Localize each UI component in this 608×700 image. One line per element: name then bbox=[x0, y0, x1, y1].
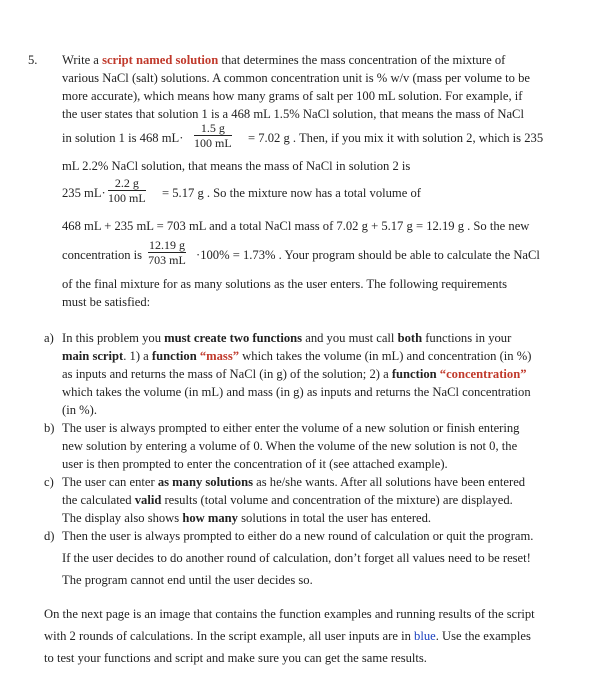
eq3-denominator: 703 mL bbox=[148, 253, 186, 267]
q-line-4: the user states that solution 1 is a 468 mL 1.5% NaCl solution, that means the mass of NaCl bbox=[62, 107, 524, 121]
footer-line-2: with 2 rounds of calculations. In the script example, all user inputs are in blue. Use the examples bbox=[44, 629, 531, 643]
q-line-8: 468 mL + 235 mL = 703 mL and a total NaCl mass of 7.02 g + 5.17 g = 12.19 g . So the new bbox=[62, 219, 530, 233]
eq3-numerator: 12.19 g bbox=[149, 238, 185, 252]
eq3-pre: concentration is bbox=[62, 248, 143, 262]
script-name-highlight: script named solution bbox=[102, 53, 219, 67]
q-line-6: mL 2.2% NaCl solution, that means the mass of NaCl in solution 2 is bbox=[62, 159, 411, 173]
eq1-fraction bbox=[194, 121, 232, 150]
q-line-11: must be satisfied: bbox=[62, 295, 151, 309]
eq2-pre: 235 mL· bbox=[62, 186, 106, 200]
eq3-post: ·100% = 1.73% . Your program should be able to calculate the NaCl bbox=[196, 248, 540, 262]
q-line-1: Write a script named solution that determines the mass concentration of the mixture of bbox=[62, 53, 506, 67]
item-c-line-1: The user can enter as many solutions as he/she wants. After all solutions have been entered bbox=[62, 475, 526, 489]
eq2-fraction bbox=[108, 176, 146, 205]
q-line-2: various NaCl (salt) solutions. A common concentration unit is % w/v (mass per volume to be bbox=[62, 71, 530, 85]
eq1-post: = 7.02 g . Then, if you mix it with solution 2, which is 235 bbox=[248, 131, 544, 145]
eq2-numerator: 2.2 g bbox=[108, 176, 146, 191]
question-number: 5. bbox=[28, 53, 38, 67]
eq2-denominator: 100 mL bbox=[108, 191, 146, 205]
item-d-line-2: If the user decides to do another round of calculation, don’t forget all values need to be reset! bbox=[62, 551, 531, 565]
item-a-line-2: main script. 1) a function “mass” which takes the volume (in mL) and concentration (in %) bbox=[62, 349, 532, 363]
eq3-fraction bbox=[148, 238, 186, 267]
blue-word: blue bbox=[414, 629, 436, 643]
mass-function-name: “mass” bbox=[199, 349, 240, 363]
item-d-line-3: The program cannot end until the user decides so. bbox=[62, 573, 313, 587]
item-a-line-4: which takes the volume (in mL) and mass (in g) as inputs and returns the NaCl concentration bbox=[62, 385, 531, 399]
item-a-line-3: as inputs and returns the mass of NaCl (in g) of the solution; 2) a function “concentration” bbox=[62, 367, 527, 381]
eq1-numerator: 1.5 g bbox=[194, 121, 232, 136]
item-a-line-1: In this problem you must create two functions and you must call both functions in your bbox=[62, 331, 512, 345]
footer-line-3: to test your functions and script and make sure you can get the same results. bbox=[44, 651, 427, 665]
item-a-line-5: (in %). bbox=[62, 403, 97, 417]
item-c-line-3: The display also shows how many solutions in total the user has entered. bbox=[62, 511, 432, 525]
eq2-post: = 5.17 g . So the mixture now has a total volume of bbox=[162, 186, 421, 200]
item-c-marker: c) bbox=[44, 475, 54, 489]
item-b-line-1: The user is always prompted to either enter the volume of a new solution or finish entering bbox=[62, 421, 520, 435]
item-b-line-3: user is then prompted to enter the concentration of it (see attached example). bbox=[62, 457, 448, 471]
item-c-line-2: the calculated valid results (total volume and concentration of the mixture) are displayed. bbox=[62, 493, 513, 507]
q-line-10: of the final mixture for as many solutions as the user enters. The following requirements bbox=[62, 277, 507, 291]
item-d-line-1: Then the user is always prompted to either do a new round of calculation or quit the program. bbox=[62, 529, 534, 543]
eq1-pre: in solution 1 is 468 mL· bbox=[62, 131, 184, 145]
q-line-3: more accurate), which means how many grams of salt per 100 mL solution. For example, if bbox=[62, 89, 523, 103]
item-a-marker: a) bbox=[44, 331, 54, 345]
concentration-function-name: “concentration” bbox=[439, 367, 527, 381]
item-d-marker: d) bbox=[44, 529, 55, 543]
item-b-line-2: new solution by entering a volume of 0. When the volume of the new solution is not 0, the bbox=[62, 439, 518, 453]
eq1-denominator: 100 mL bbox=[194, 136, 232, 150]
item-b-marker: b) bbox=[44, 421, 55, 435]
footer-line-1: On the next page is an image that contains the function examples and running results of the script bbox=[44, 607, 535, 621]
